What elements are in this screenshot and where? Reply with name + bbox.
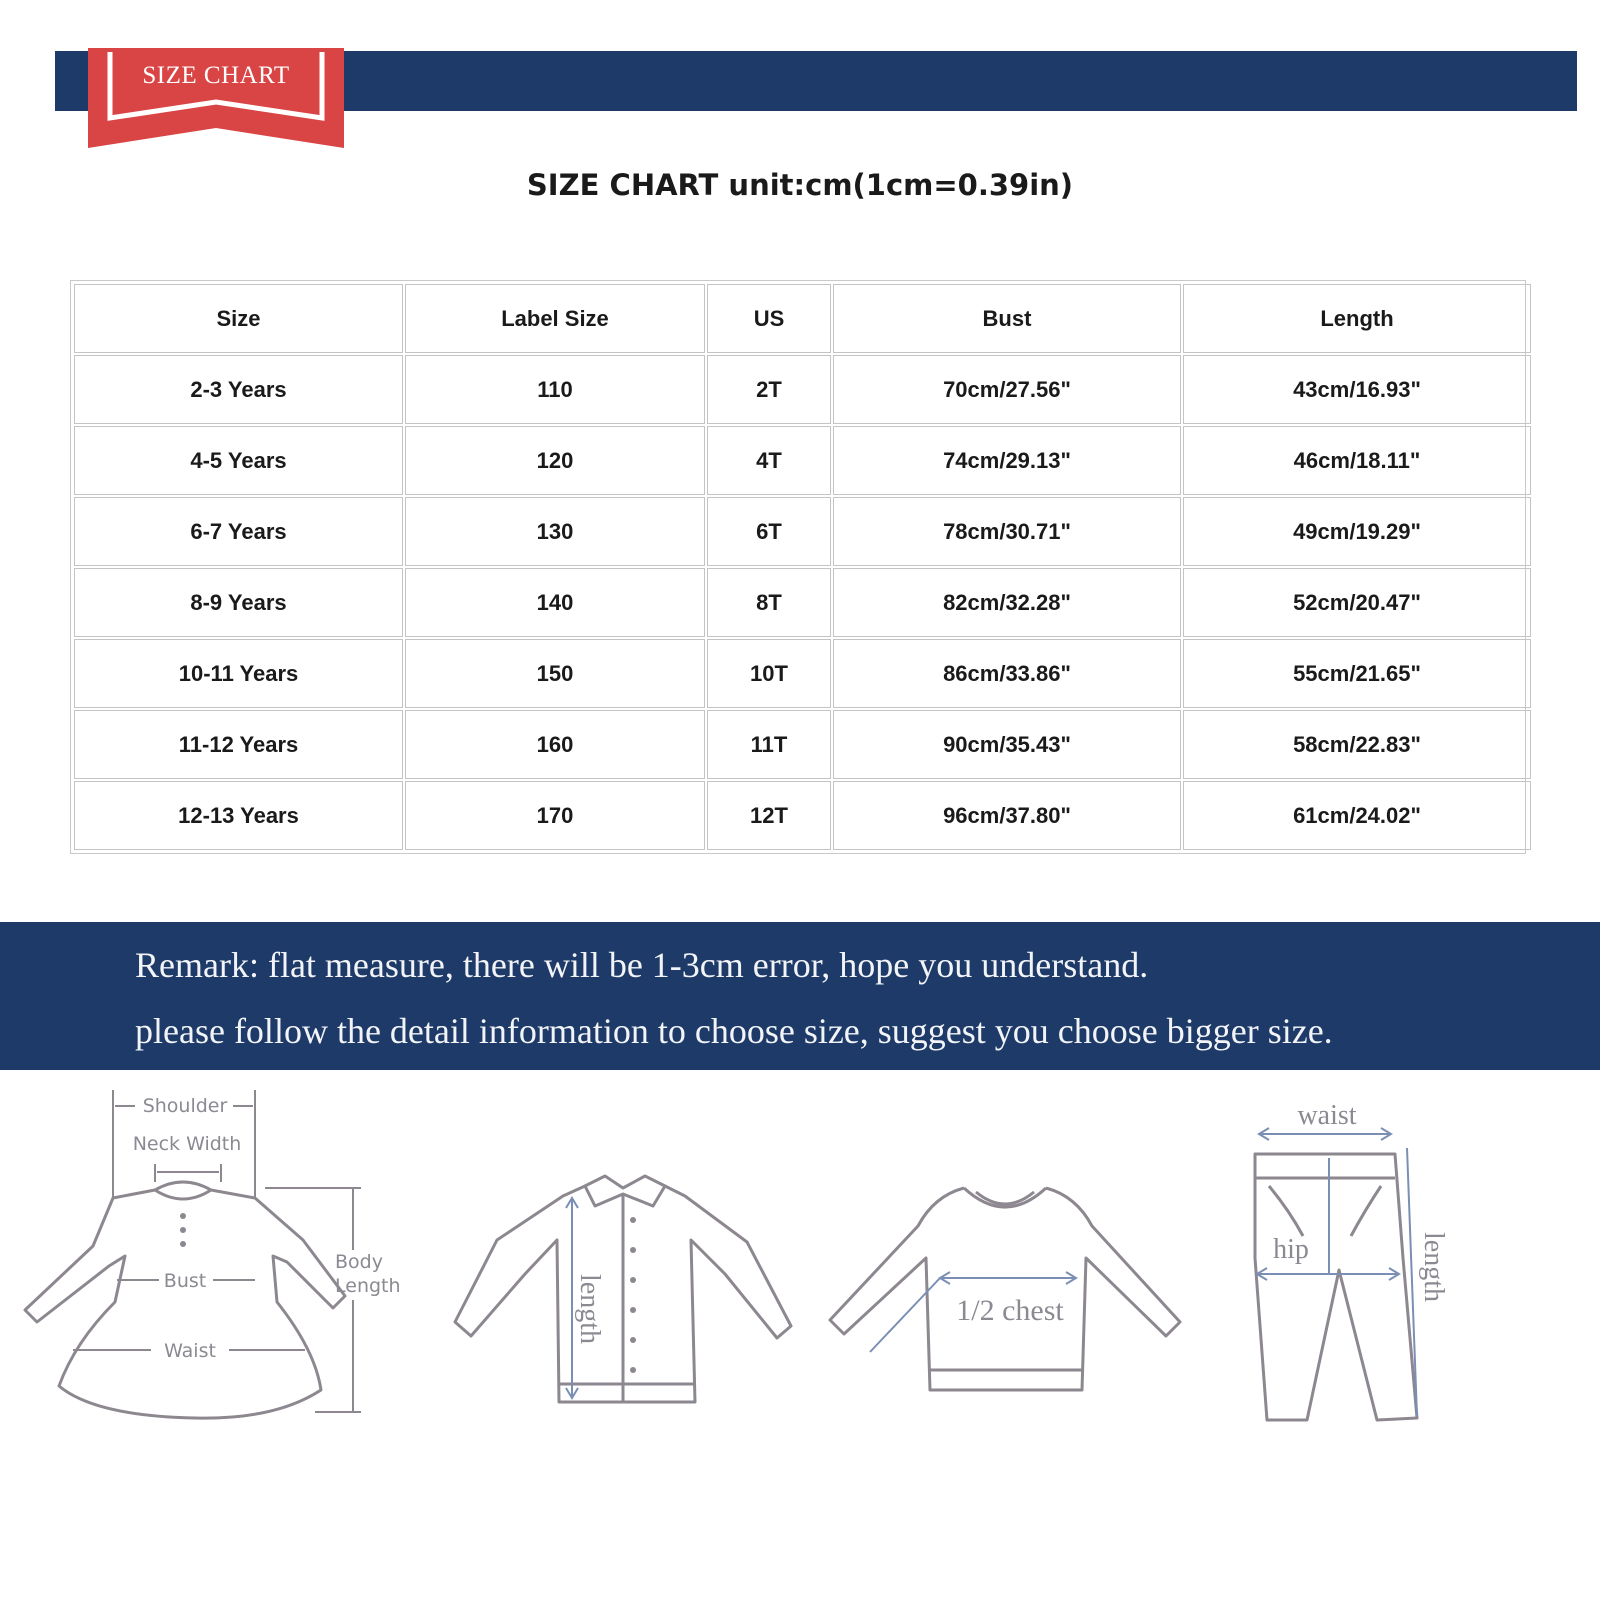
table-row: [74, 639, 1531, 708]
pants-length-label: length: [1418, 1232, 1449, 1302]
cell-length: 58cm/22.83": [1183, 710, 1531, 779]
pants-diagram: [1255, 1090, 1495, 1430]
cell-us: 2T: [707, 355, 831, 424]
cell-size: 12-13 Years: [74, 781, 403, 850]
cell-us: 4T: [707, 426, 831, 495]
header-bust: Bust: [833, 284, 1181, 353]
header-size: Size: [74, 284, 403, 353]
cell-us: 6T: [707, 497, 831, 566]
table-row: [74, 426, 1531, 495]
size-table: [72, 282, 1533, 852]
cell-label-size: 130: [405, 497, 705, 566]
cell-size: 4-5 Years: [74, 426, 403, 495]
size-table-container: [70, 280, 1526, 854]
dress-bust-label: Bust: [163, 1270, 207, 1292]
table-row: [74, 355, 1531, 424]
cell-bust: 86cm/33.86": [833, 639, 1181, 708]
cell-us: 11T: [707, 710, 831, 779]
cell-length: 52cm/20.47": [1183, 568, 1531, 637]
cell-length: 61cm/24.02": [1183, 781, 1531, 850]
remark-banner: [0, 922, 1600, 1070]
sweater-measure-illustration: [830, 1090, 1200, 1425]
table-row: [74, 568, 1531, 637]
cell-bust: 82cm/32.28": [833, 568, 1181, 637]
pants-waist-label: waist: [1297, 1100, 1357, 1131]
cell-bust: 96cm/37.80": [833, 781, 1181, 850]
shirt-length-label: length: [574, 1274, 605, 1344]
cell-size: 10-11 Years: [74, 639, 403, 708]
cell-label-size: 110: [405, 355, 705, 424]
cell-size: 11-12 Years: [74, 710, 403, 779]
chart-subtitle: SIZE CHART unit:cm(1cm=0.39in): [526, 168, 1074, 202]
cell-size: 2-3 Years: [74, 355, 403, 424]
cell-size: 8-9 Years: [74, 568, 403, 637]
cell-size: 6-7 Years: [74, 497, 403, 566]
cell-us: 8T: [707, 568, 831, 637]
dress-measure-illustration: [15, 1090, 415, 1455]
dress-waist-label: Waist: [164, 1340, 216, 1362]
cell-label-size: 170: [405, 781, 705, 850]
remark-line-2: please follow the detail information to choose size, suggest you choose bigger size.: [135, 1011, 1333, 1051]
shirt-diagram: [455, 1090, 805, 1420]
cell-label-size: 150: [405, 639, 705, 708]
pants-measure-illustration: [1255, 1090, 1495, 1435]
ribbon-label: SIZE CHART: [142, 62, 290, 89]
dress-diagram: [15, 1090, 415, 1450]
table-header-row: [74, 284, 1531, 353]
cell-bust: 74cm/29.13": [833, 426, 1181, 495]
dress-neck-width-label: Neck Width: [132, 1133, 242, 1155]
cell-bust: 70cm/27.56": [833, 355, 1181, 424]
cell-label-size: 120: [405, 426, 705, 495]
pants-hip-label: hip: [1273, 1234, 1309, 1265]
cell-us: 10T: [707, 639, 831, 708]
cell-length: 46cm/18.11": [1183, 426, 1531, 495]
cell-length: 43cm/16.93": [1183, 355, 1531, 424]
cell-label-size: 160: [405, 710, 705, 779]
remark-line-1: Remark: flat measure, there will be 1-3cm error, hope you understand.: [135, 945, 1149, 985]
size-chart-ribbon: [88, 48, 344, 152]
dress-body-label: Body: [335, 1251, 383, 1273]
table-row: [74, 497, 1531, 566]
sweater-chest-label: 1/2 chest: [956, 1294, 1064, 1327]
table-row: [74, 781, 1531, 850]
header-us: US: [707, 284, 831, 353]
cell-length: 55cm/21.65": [1183, 639, 1531, 708]
cell-bust: 90cm/35.43": [833, 710, 1181, 779]
table-row: [74, 710, 1531, 779]
cell-us: 12T: [707, 781, 831, 850]
header-label-size: Label Size: [405, 284, 705, 353]
dress-shoulder-label: Shoulder: [142, 1095, 228, 1117]
sweater-diagram: [830, 1090, 1200, 1420]
shirt-measure-illustration: [455, 1090, 805, 1425]
cell-bust: 78cm/30.71": [833, 497, 1181, 566]
cell-length: 49cm/19.29": [1183, 497, 1531, 566]
header-length: Length: [1183, 284, 1531, 353]
cell-label-size: 140: [405, 568, 705, 637]
dress-length-label: Length: [335, 1275, 401, 1297]
size-table-body: [74, 284, 1531, 850]
